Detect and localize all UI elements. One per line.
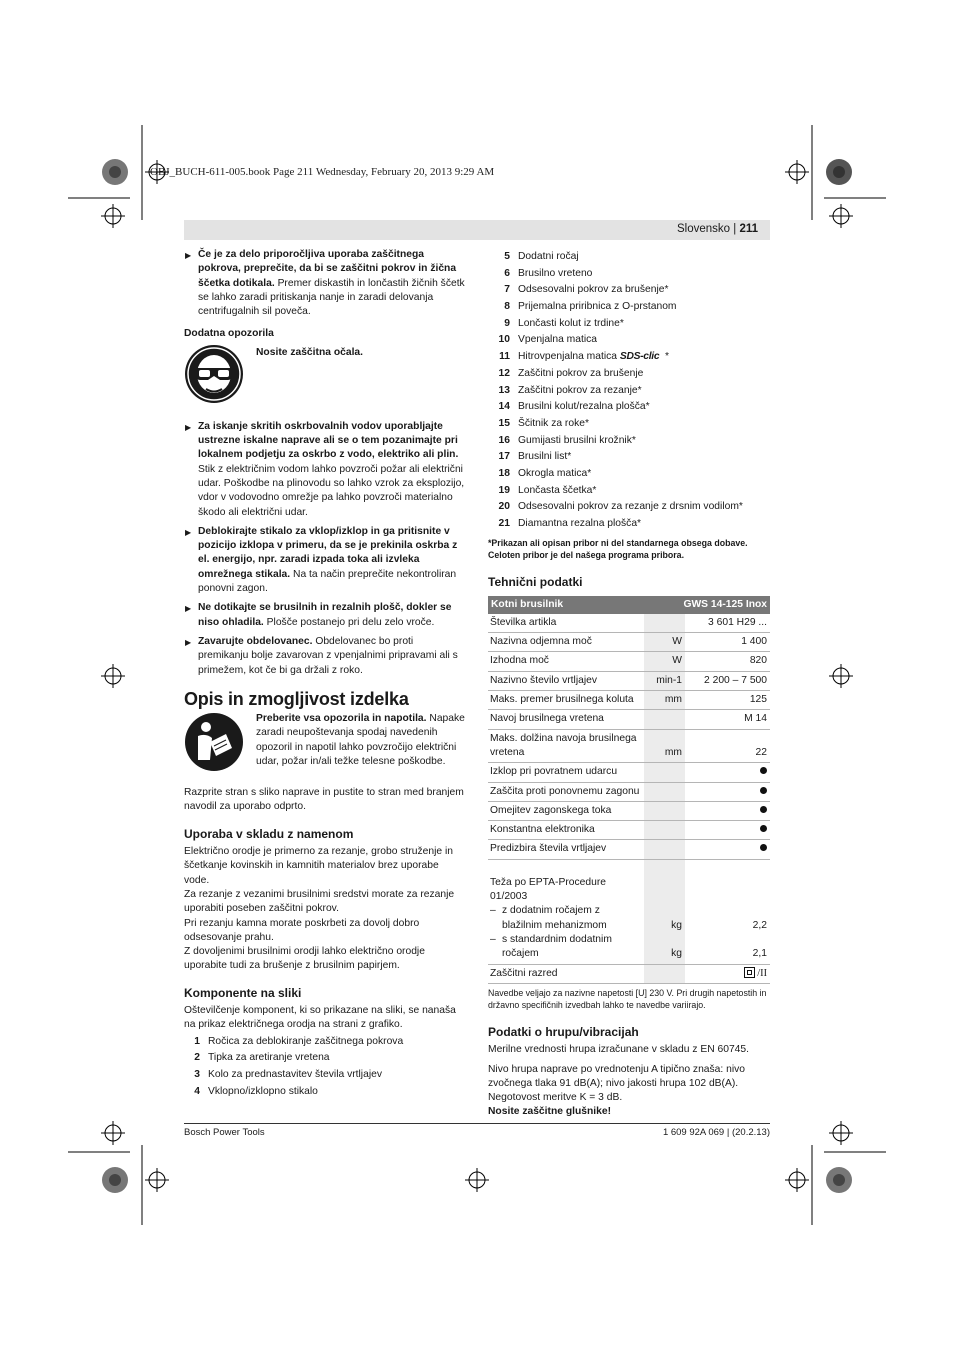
- safety-goggles-icon: [184, 344, 244, 404]
- list-item: 8 Prijemalna priribnica z O-prstanom: [504, 301, 677, 313]
- unfold-instruction: Razprite stran s sliko naprave in pustite to stran med branjem navodil za uporabo odprto.: [184, 787, 464, 813]
- components-list-right: [488, 250, 770, 531]
- feature-dot-icon: [760, 767, 767, 774]
- warning-wire-brush: ▶ Če je za delo priporočljiva uporaba zaščitnega pokrova, preprečite, da bi se zaščitni pokrov in žična ščetka dotikala. Premer diskastih in lončastih žičnih ščetk se lahko zaradi pritiskanja nanje in zaradi delovanja centrifugalnih sil poveča.: [184, 248, 466, 319]
- protection-class-icon: [744, 967, 755, 978]
- table-row: Nazivno število vrtljajev min-1 2 200 – 7 500: [488, 671, 770, 690]
- list-item: 16 Gumijasti brusilni krožnik*: [498, 434, 636, 446]
- list-item: 17 Brusilni list*: [498, 451, 572, 463]
- table-row: Izklop pri povratnem udarcu: [488, 763, 770, 782]
- list-item: 5 Dodatni ročaj: [504, 251, 579, 262]
- list-item: 7 Odsesovalni pokrov za brušenje*: [504, 284, 669, 296]
- usage-paragraph: Električno orodje je primerno za rezanje, grobo struženje in ščetkanje kovinskih in kamnitih materialov brez uporabe vode.: [184, 846, 454, 886]
- page-header: Slovensko | 211: [184, 220, 770, 240]
- usage-paragraph: Z dovoljenimi brusilnimi orodji lahko električno orodje uporabite tudi za brušenje z brusilnim papirjem.: [184, 946, 425, 972]
- feature-dot-icon: [760, 787, 767, 794]
- tech-data-table: [488, 596, 770, 984]
- table-row: Teža po EPTA-Procedure 01/2003 – z dodatnim ročajem z blažilnim mehanizmom – s standardnim dodatnim ročajem kg kg 2,2 2,1: [488, 859, 770, 964]
- table-row: Zaščita proti ponovnemu zagonu: [488, 782, 770, 801]
- list-item: 2 Tipka za aretiranje vretena: [194, 1052, 330, 1064]
- warning-hot-discs: ▶ Ne dotikajte se brusilnih in rezalnih plošč, dokler se niso ohladila. Plošče postanejo pri delu zelo vroče.: [184, 601, 466, 630]
- sds-clic-logo: SDS-clic: [619, 351, 660, 363]
- table-row: Nazivna odjemna moč W 1 400: [488, 633, 770, 652]
- footer-brand: Bosch Power Tools: [184, 1127, 265, 1138]
- list-item: 20 Odsesovalni pokrov za rezanje z drsnim vodilom*: [498, 501, 743, 513]
- table-row: Maks. premer brusilnega koluta mm 125: [488, 691, 770, 710]
- list-item: 19 Lončasta ščetka*: [498, 484, 597, 496]
- components-intro: Oštevilčenje komponent, ki so prikazane na sliki, se nanaša na prikaz električnega orodja na strani z grafiko.: [184, 1004, 456, 1031]
- list-item: 12 Zaščitni pokrov za brušenje: [498, 367, 644, 379]
- warning-hidden-lines: ▶ Za iskanje skritih oskrbovalnih vodov uporabljajte ustrezne iskalne naprave ali se o tem pozanimajte pri lokalnem podjetju za oskrbo z vodo, elektriko ali plin. Stik z električnim vodom lahko povzroči požar ali električni udar. Poškodbe na plinovodu so lahko vzrok za eksplozijo, vdor v vodovodno omrežje pa lahko povzroči materialno škodo ali električni udar.: [184, 420, 466, 520]
- list-item: 1 Ročica za deblokiranje zaščitnega pokrova: [194, 1035, 404, 1047]
- feature-dot-icon: [760, 806, 767, 813]
- list-item: 11 Hitrovpenjalna matica SDS-clic *: [488, 350, 770, 364]
- table-row: Številka artikla 3 601 H29 ...: [488, 614, 770, 633]
- table-row: Izhodna moč W 820: [488, 652, 770, 671]
- table-row: Predizbira števila vrtljajev: [488, 840, 770, 859]
- table-row: Zaščitni razred /II: [488, 964, 770, 983]
- table-row: Konstantna elektronika: [488, 821, 770, 840]
- footer-rule: [184, 1123, 770, 1124]
- read-instructions-notice: Preberite vsa opozorila in napotila. Napake zaradi neupoštevanja spodaj navedenih opozoril in napotil lahko povzročijo električni udar, požar in/ali težke telesne poškodbe.: [184, 712, 466, 772]
- read-manual-icon: [184, 712, 244, 772]
- footer-doc-number: 1 609 92A 069 | (20.2.13): [662, 1127, 770, 1138]
- usage-paragraph: Za rezanje z vezanimi brusilnimi sredstvi morate za rezanje uporabiti poseben zaščitni pokrov.: [184, 888, 455, 915]
- list-item: 21 Diamantna rezalna plošča*: [498, 518, 642, 529]
- goggles-text: Nosite zaščitna očala.: [256, 346, 364, 358]
- usage-paragraph: Pri rezanju kamna morate poskrbeti za dovolj dobro odsesovanje prahu.: [184, 917, 420, 943]
- noise-warning: Nosite zaščitne glušnike!: [488, 1106, 612, 1118]
- table-header: Kotni brusilnik GWS 14-125 Inox: [488, 596, 770, 614]
- noise-paragraph: Nivo hrupa naprave po vrednotenju A tipično znaša: nivo zvočnega tlaka 91 dB(A); nivo jakosti hrupa 102 dB(A). Negotovost meritve K = 3 dB.: [488, 1063, 746, 1104]
- noise-paragraph: Merilne vrednosti hrupa izračunane v skladu z EN 60745.: [488, 1044, 749, 1056]
- list-item: 10 Vpenjalna matica: [498, 334, 597, 346]
- warning-secure-workpiece: ▶ Zavarujte obdelovanec. Obdelovanec bo proti premikanju bolje zavarovan z vpenjalnimi pripravami ali s primežem, kot če bi ga držali z roko.: [184, 635, 466, 678]
- list-item: 9 Lončasti kolut iz trdine*: [504, 317, 624, 329]
- list-item: 13 Zaščitni pokrov za rezanje*: [498, 384, 642, 396]
- left-column: [184, 248, 466, 1101]
- table-note: Navedbe veljajo za nazivne napetosti [U] 230 V. Pri drugih napetostih in državno specifičnih izvedbah lahko te navedbe variirajo.: [488, 987, 767, 1010]
- right-column: [488, 248, 770, 1120]
- additional-warnings-heading: Dodatna opozorila: [184, 328, 274, 340]
- section-title: Opis in zmogljivost izdelka: [184, 688, 409, 709]
- list-item: 18 Okrogla matica*: [498, 467, 592, 479]
- warning-power-failure: ▶ Deblokirajte stikalo za vklop/izklop in ga pritisnite v pozicijo izklopa v primeru, da se je prekinila oskrba z el. energijo, npr. zaradi izpada toka ali izvleka omrežnega stikala. Na ta način preprečite nekontroliran ponovni zagon.: [184, 525, 466, 596]
- list-item: 15 Ščitnik za roke*: [498, 417, 589, 429]
- feature-dot-icon: [760, 844, 767, 851]
- list-item: 14 Brusilni kolut/rezalna plošča*: [498, 401, 650, 413]
- tech-data-heading: Tehnični podatki: [488, 575, 583, 590]
- usage-heading: Uporaba v skladu z namenom: [184, 826, 354, 841]
- components-list-left: [184, 1035, 466, 1099]
- book-slug: OBJ_BUCH-611-005.book Page 211 Wednesday, February 20, 2013 9:29 AM: [150, 166, 495, 178]
- table-row: Omejitev zagonskega toka: [488, 801, 770, 820]
- list-item: 3 Kolo za prednastavitev števila vrtljajev: [194, 1068, 382, 1080]
- accessory-footnote: *Prikazan ali opisan pribor ni del standarnega obsega dobave. Celoten pribor je del našega programa pribora.: [488, 538, 748, 561]
- header-language: Slovensko: [676, 223, 731, 235]
- table-row: Maks. dolžina navoja brusilnega vretena mm 22: [488, 729, 770, 763]
- components-heading: Komponente na sliki: [184, 985, 302, 1000]
- page-number: 211: [739, 223, 758, 235]
- table-row: Navoj brusilnega vretena M 14: [488, 710, 770, 729]
- noise-heading: Podatki o hrupu/vibracijah: [488, 1024, 639, 1039]
- goggles-notice: [184, 344, 466, 404]
- feature-dot-icon: [760, 825, 767, 832]
- list-item: 6 Brusilno vreteno: [504, 267, 593, 279]
- list-item: 4 Vklopno/izklopno stikalo: [194, 1085, 318, 1097]
